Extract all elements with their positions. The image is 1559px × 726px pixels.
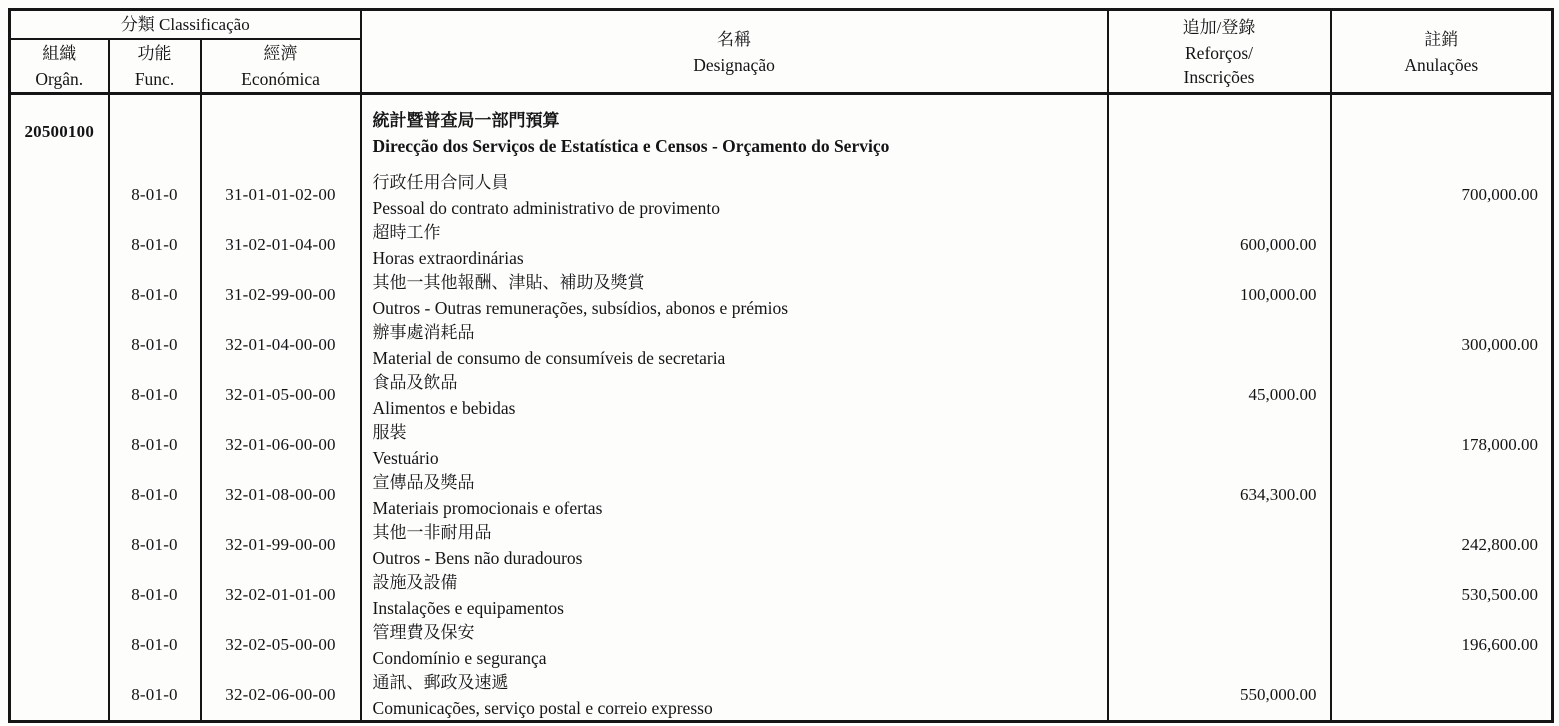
econ-code-cell: 31-02-99-00-00 [201,270,361,320]
designation-pt: Condomínio e segurança [372,647,547,668]
header-func [109,39,201,94]
func-code-cell: 8-01-0 [109,620,201,670]
reforcos-amount-cell: 100,000.00 [1108,270,1331,320]
reforcos-amount-cell: 600,000.00 [1108,220,1331,270]
designation-zh: 統計暨普查局一部門預算 [372,111,560,131]
func-code-cell: 8-01-0 [109,320,201,370]
org-code-cell [10,420,109,470]
table-row [10,370,1553,420]
econ-code-cell: 32-02-01-01-00 [201,570,361,620]
designation-pt: Materiais promocionais e ofertas [372,497,603,518]
designation-cell [361,670,1108,722]
header-org-zh: 組織 [42,44,77,63]
designation-cell [361,370,1108,420]
table-row [10,94,1553,170]
func-code-cell [109,94,201,170]
header-designation-zh: 名稱 [717,29,752,49]
func-code-cell: 8-01-0 [109,170,201,220]
econ-code-cell: 32-01-99-00-00 [201,520,361,570]
reforcos-amount-cell [1108,570,1331,620]
table-row [10,470,1553,520]
designation-zh: 行政任用合同人員 [372,172,509,192]
header-org [10,39,109,94]
anulacoes-amount-cell [1331,670,1553,722]
header-reforcos-zh: 追加/登錄 [1182,17,1256,37]
header-designation [361,10,1108,94]
designation-pt: Alimentos e bebidas [372,397,516,418]
anulacoes-amount-cell: 300,000.00 [1331,320,1553,370]
org-code-cell: 20500100 [10,94,109,170]
reforcos-amount-cell [1108,170,1331,220]
org-code-cell [10,170,109,220]
table-row [10,220,1553,270]
func-code-cell: 8-01-0 [109,420,201,470]
table-row [10,620,1553,670]
designation-pt: Outros - Bens não duradouros [372,547,583,568]
org-code-cell [10,620,109,670]
reforcos-amount-cell [1108,320,1331,370]
func-code-cell: 8-01-0 [109,470,201,520]
designation-pt: Comunicações, serviço postal e correio expresso [372,697,713,718]
anulacoes-amount-cell: 196,600.00 [1331,620,1553,670]
func-code-cell: 8-01-0 [109,220,201,270]
org-code-cell [10,670,109,722]
header-anulacoes-zh: 註銷 [1424,29,1459,49]
org-code-cell [10,520,109,570]
table-row [10,570,1553,620]
designation-cell [361,420,1108,470]
designation-zh: 辦事處消耗品 [372,322,475,342]
func-code-cell: 8-01-0 [109,670,201,722]
header-reforcos-pt-line1: Reforços/ [1185,42,1254,63]
anulacoes-amount-cell [1331,94,1553,170]
org-code-cell [10,570,109,620]
designation-cell [361,470,1108,520]
econ-code-cell: 32-01-04-00-00 [201,320,361,370]
designation-zh: 設施及設備 [372,572,458,592]
designation-cell [361,94,1108,170]
header-econ-zh: 經濟 [263,44,298,63]
header-econ [201,39,361,94]
reforcos-amount-cell: 634,300.00 [1108,470,1331,520]
designation-zh: 超時工作 [372,222,441,242]
header-func-zh: 功能 [137,44,172,63]
designation-cell [361,270,1108,320]
table-body [10,94,1553,722]
designation-cell [361,570,1108,620]
table-row [10,320,1553,370]
func-code-cell: 8-01-0 [109,370,201,420]
econ-code-cell: 31-02-01-04-00 [201,220,361,270]
anulacoes-amount-cell: 242,800.00 [1331,520,1553,570]
anulacoes-amount-cell: 530,500.00 [1331,570,1553,620]
table-row [10,520,1553,570]
designation-cell [361,620,1108,670]
table-row [10,170,1553,220]
designation-cell [361,170,1108,220]
designation-cell [361,220,1108,270]
designation-pt: Instalações e equipamentos [372,597,564,618]
reforcos-amount-cell [1108,420,1331,470]
reforcos-amount-cell: 45,000.00 [1108,370,1331,420]
designation-pt: Horas extraordinárias [372,247,524,268]
designation-pt: Pessoal do contrato administrativo de provimento [372,197,721,218]
anulacoes-amount-cell [1331,220,1553,270]
designation-zh: 其他一非耐用品 [372,522,492,542]
econ-code-cell: 31-01-01-02-00 [201,170,361,220]
anulacoes-amount-cell [1331,470,1553,520]
header-econ-pt: Económica [241,69,320,89]
econ-code-cell: 32-01-08-00-00 [201,470,361,520]
designation-zh: 其他一其他報酬、津貼、補助及獎賞 [372,272,645,292]
table-row [10,270,1553,320]
econ-code-cell: 32-02-05-00-00 [201,620,361,670]
func-code-cell: 8-01-0 [109,570,201,620]
designation-cell [361,320,1108,370]
designation-cell [361,520,1108,570]
table-header [10,10,1553,94]
designation-pt: Vestuário [372,447,439,468]
designation-zh: 管理費及保安 [372,622,475,642]
econ-code-cell [201,94,361,170]
designation-pt: Direcção dos Serviços de Estatística e Censos - Orçamento do Serviço [372,136,890,157]
reforcos-amount-cell [1108,94,1331,170]
designation-pt: Outros - Outras remunerações, subsídios, abonos e prémios [372,297,789,318]
func-code-cell: 8-01-0 [109,270,201,320]
header-classification-group: 分類 Classificação [10,10,361,40]
org-code-cell [10,320,109,370]
designation-zh: 通訊、郵政及速遞 [372,672,509,692]
org-code-cell [10,270,109,320]
header-org-pt: Orgân. [35,69,84,89]
designation-pt: Material de consumo de consumíveis de secretaria [372,347,726,368]
designation-zh: 宣傳品及獎品 [372,472,475,492]
reforcos-amount-cell [1108,620,1331,670]
reforcos-amount-cell [1108,520,1331,570]
table-row [10,420,1553,470]
econ-code-cell: 32-01-05-00-00 [201,370,361,420]
table-row [10,670,1553,722]
header-anulacoes [1331,10,1553,94]
org-code-cell [10,470,109,520]
econ-code-cell: 32-02-06-00-00 [201,670,361,722]
anulacoes-amount-cell: 178,000.00 [1331,420,1553,470]
header-reforcos-pt-line2: Inscrições [1183,66,1255,87]
designation-zh: 食品及飲品 [372,372,458,392]
anulacoes-amount-cell [1331,370,1553,420]
header-designation-pt: Designação [693,54,775,75]
designation-zh: 服裝 [372,422,407,442]
budget-table [8,8,1554,723]
anulacoes-amount-cell [1331,270,1553,320]
org-code-cell [10,220,109,270]
header-reforcos [1108,10,1331,94]
anulacoes-amount-cell: 700,000.00 [1331,170,1553,220]
org-code-cell [10,370,109,420]
econ-code-cell: 32-01-06-00-00 [201,420,361,470]
header-func-pt: Func. [134,69,175,89]
header-anulacoes-pt: Anulações [1404,54,1479,75]
func-code-cell: 8-01-0 [109,520,201,570]
reforcos-amount-cell: 550,000.00 [1108,670,1331,722]
